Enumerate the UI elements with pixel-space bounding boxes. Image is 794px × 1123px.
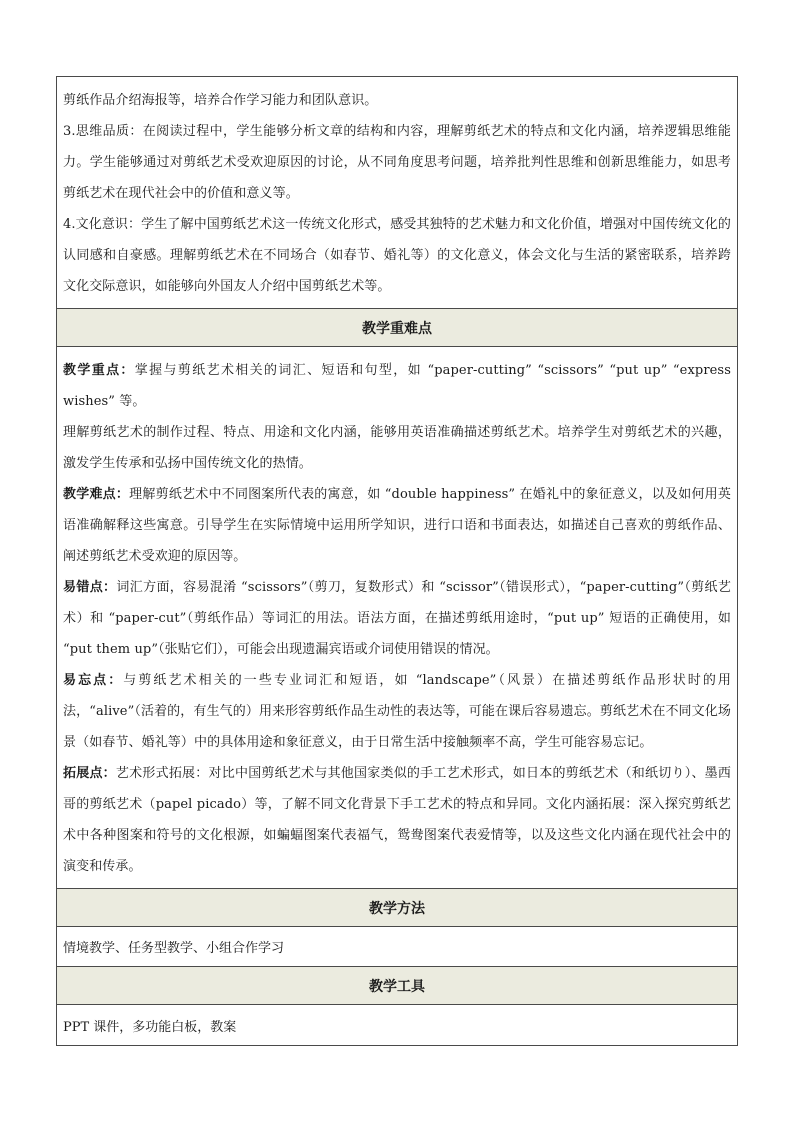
tools-header xyxy=(57,967,737,1005)
error-text: 词汇方面，容易混淆 “scissors”（剪刀，复数形式）和 “scissor”（错误形式），“paper-cutting”（剪纸艺术）和 “paper-cut”（剪纸作品）等词汇的用法。语法方面，在描述剪纸用途时，“put up” 短语的正确使用，如 “put them up”（张贴它们），可能会出现遗漏宾语或介词使用错误的情况。 xyxy=(63,580,731,657)
methods-text: 情境教学、任务型教学、小组合作学习 xyxy=(63,941,285,956)
focus-paragraph-2: 理解剪纸艺术的制作过程、特点、用途和文化内涵，能够用英语准确描述剪纸艺术。培养学生对剪纸艺术的兴趣，激发学生传承和弘扬中国传统文化的热情。 xyxy=(63,425,731,471)
error-paragraph xyxy=(63,572,731,665)
objective-collab-text: 剪纸作品介绍海报等，培养合作学习能力和团队意识。 xyxy=(63,93,378,108)
objective-thinking-text: 3.思维品质：在阅读过程中，学生能够分析文章的结构和内容，理解剪纸艺术的特点和文化内涵，培养逻辑思维能力。学生能够通过对剪纸艺术受欢迎原因的讨论，从不同角度思考问题，培养批判性思维和创新思维能力，如思考剪纸艺术在现代社会中的价值和意义等。 xyxy=(63,124,731,201)
focus-text: 掌握与剪纸艺术相关的词汇、短语和句型，如 “paper-cutting” “scissors” “put up” “express wishes” 等。 xyxy=(63,363,731,409)
tools-heading: 教学工具 xyxy=(369,978,425,995)
forget-label: 易忘点： xyxy=(63,673,124,688)
focus-paragraph xyxy=(63,355,731,417)
tools-cell xyxy=(57,1005,737,1045)
extend-label: 拓展点： xyxy=(63,766,116,781)
key-points-cell xyxy=(57,347,737,889)
objective-culture-text: 4.文化意识：学生了解中国剪纸艺术这一传统文化形式，感受其独特的艺术魅力和文化价值，增强对中国传统文化的认同感和自豪感。理解剪纸艺术在不同场合（如春节、婚礼等）的文化意义，体会文化与生活的紧密联系，培养跨文化交际意识，如能够向外国友人介绍中国剪纸艺术等。 xyxy=(63,217,731,294)
difficulty-paragraph xyxy=(63,479,731,572)
methods-cell xyxy=(57,927,737,967)
forget-text: 与剪纸艺术相关的一些专业词汇和短语，如 “landscape”（风景）在描述剪纸作品形状时的用法，“alive”（活着的，有生气的）用来形容剪纸作品生动性的表达等，可能在课后容易遗忘。剪纸艺术在不同文化场景（如春节、婚礼等）中的具体用途和象征意义，由于日常生活中接触频率不高，学生可能容易忘记。 xyxy=(63,673,731,750)
methods-heading: 教学方法 xyxy=(369,900,425,917)
extend-paragraph xyxy=(63,758,731,882)
difficulty-text: 理解剪纸艺术中不同图案所代表的寓意，如 “double happiness” 在婚礼中的象征意义，以及如何用英语准确解释这些寓意。引导学生在实际情境中运用所学知识，进行口语和书面表达，如描述自己喜欢的剪纸作品、阐述剪纸艺术受欢迎的原因等。 xyxy=(63,487,731,564)
key-points-header xyxy=(57,309,737,347)
extend-text: 艺术形式拓展：对比中国剪纸艺术与其他国家类似的手工艺术形式，如日本的剪纸艺术（和纸切り）、墨西哥的剪纸艺术（papel picado）等，了解不同文化背景下手工艺术的特点和异同。文化内涵拓展：深入探究剪纸艺术中各种图案和符号的文化根源，如蝙蝠图案代表福气，鸳鸯图案代表爱情等，以及这些文化内涵在现代社会中的演变和传承。 xyxy=(63,766,732,874)
focus-label: 教学重点： xyxy=(63,363,135,378)
objectives-cell xyxy=(57,77,737,309)
key-points-heading: 教学重难点 xyxy=(362,320,432,337)
error-label: 易错点： xyxy=(63,580,117,595)
difficulty-label: 教学难点： xyxy=(63,487,130,502)
forget-paragraph xyxy=(63,665,731,758)
lesson-plan-table xyxy=(56,76,738,1046)
methods-header xyxy=(57,889,737,927)
tools-text: PPT 课件，多功能白板，教案 xyxy=(63,1019,237,1035)
